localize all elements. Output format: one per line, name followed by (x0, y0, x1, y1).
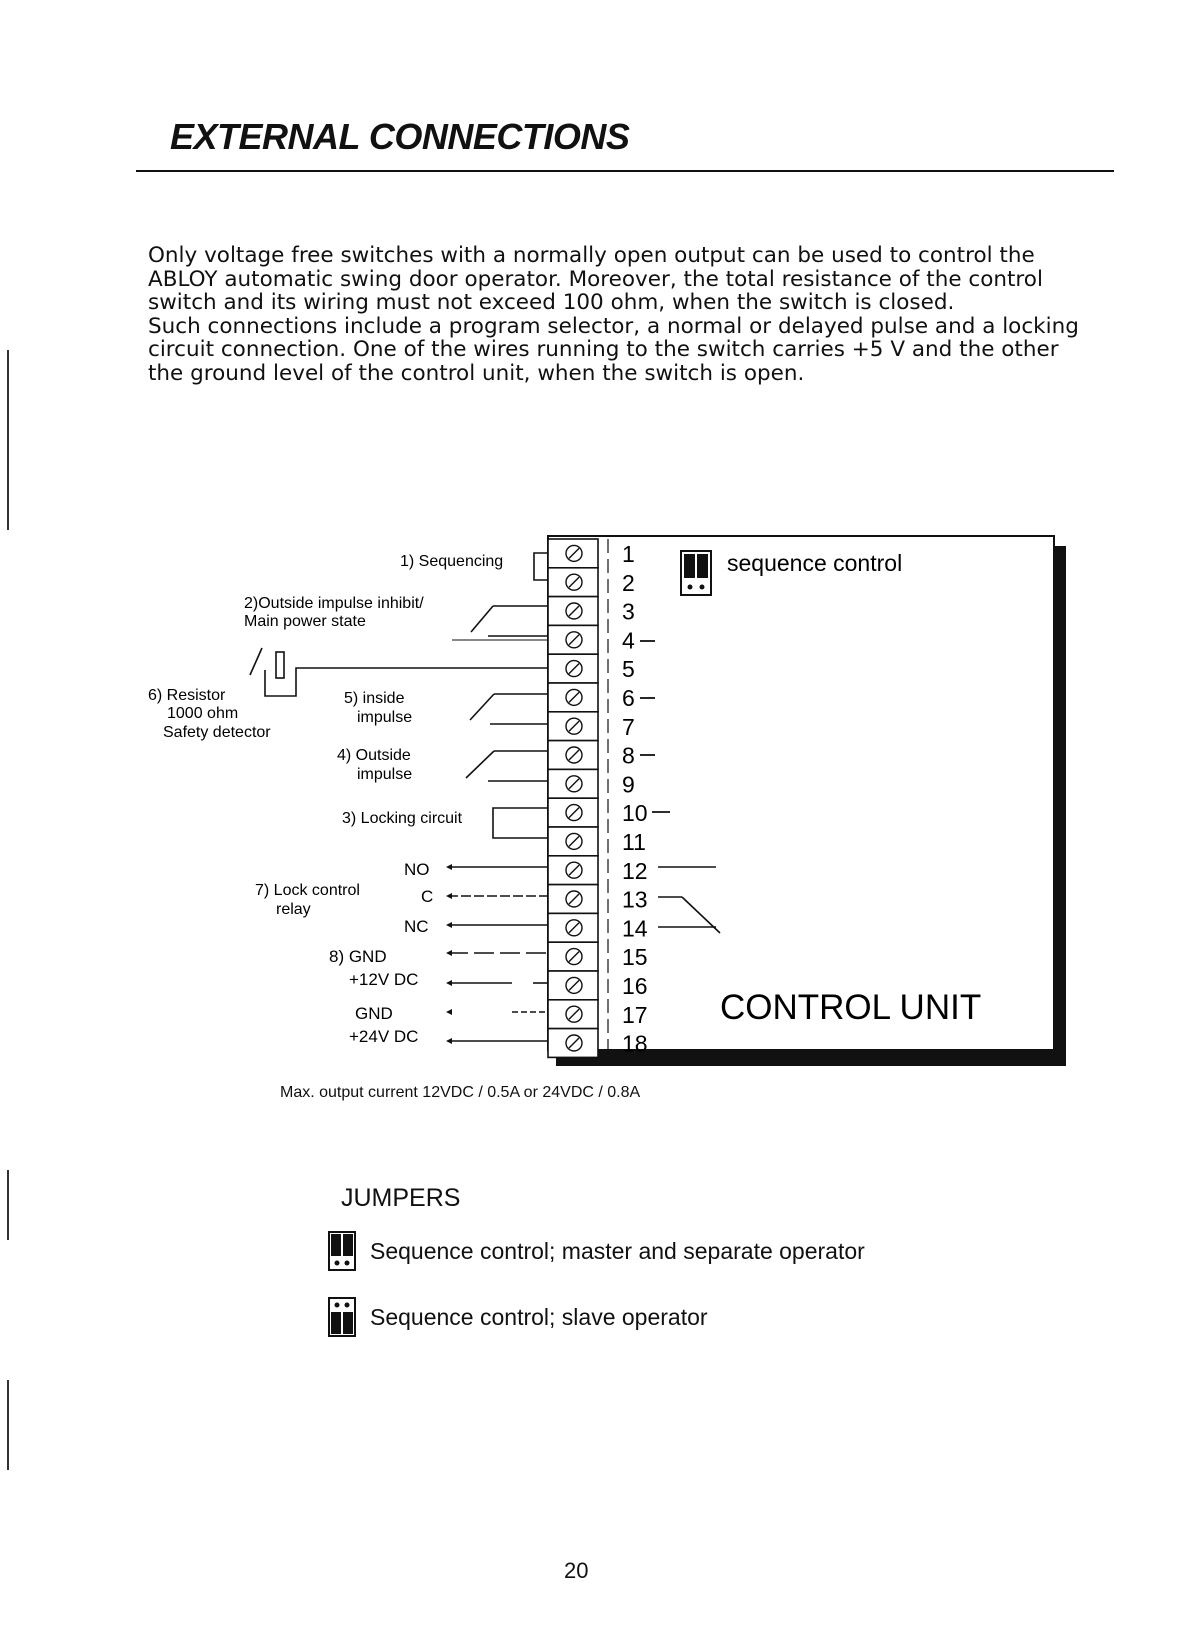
terminal-cell (548, 769, 598, 798)
scan-margin-mark (7, 1380, 9, 1470)
power-wires (448, 953, 548, 1041)
relay-nc-label: NC (404, 917, 429, 936)
max-output-note: Max. output current 12VDC / 0.5A or 24VDC / 0.8A (280, 1084, 641, 1101)
sequencing-wire (534, 553, 548, 580)
page-title: EXTERNAL CONNECTIONS (170, 116, 630, 157)
intro-paragraph-2: Such connections include a program selector, a normal or delayed pulse and a locking circuit connection. One of the wires running to the switch carries +5 V and the other the ground level of the control unit, when the switch is open. (148, 313, 1079, 386)
terminal-number: 6 (622, 685, 635, 711)
terminal-cell (548, 625, 598, 654)
intro-paragraph-1: Only voltage free switches with a normally open output can be used to control the ABLOY automatic swing door operator. Moreover, the total resistance of the control switch and its wiring must not exceed 100 ohm, when the switch is closed. (148, 243, 1043, 315)
terminal-cell (548, 798, 598, 827)
inside-impulse-label-1: 5) inside (344, 690, 405, 707)
terminal-cell (548, 683, 598, 712)
sequence-control-label: sequence control (727, 550, 903, 576)
outside-impulse-label-1: 4) Outside (337, 747, 411, 764)
terminal-cell (548, 539, 598, 568)
terminal-number: 9 (622, 771, 635, 798)
terminal-number: 18 (622, 1030, 648, 1057)
terminal-number: 5 (622, 656, 635, 683)
relay-no-label: NO (404, 860, 430, 879)
terminal-number: 7 (622, 713, 635, 740)
outside-impulse-wire (466, 751, 548, 781)
relay-c-label: C (421, 887, 434, 906)
terminal-cell (548, 654, 598, 683)
terminal-cell (548, 568, 598, 597)
terminal-number: 10 (622, 800, 648, 827)
terminal-cell (548, 885, 598, 914)
terminal-cell (548, 942, 598, 971)
v24-label: +24V DC (349, 1027, 419, 1046)
terminal-cell (548, 827, 598, 856)
page-number: 20 (564, 1558, 589, 1583)
impulse-inhibit-label-2: Main power state (244, 613, 366, 630)
lock-relay-wires (448, 867, 548, 925)
lock-relay-arrowheads (446, 864, 452, 928)
impulse-inhibit-label-1: 2)Outside impulse inhibit/ (244, 595, 424, 612)
terminal-cell (548, 712, 598, 741)
terminal-number: 3 (622, 598, 635, 625)
jumper-master-icon (328, 1231, 356, 1271)
lock-relay-label-2: relay (276, 901, 311, 918)
impulse-inhibit-wire (452, 606, 548, 640)
terminal-cell (548, 856, 598, 885)
terminal-number: 8 (622, 742, 635, 769)
terminal-number: 4 (622, 627, 635, 654)
lock-relay-label-1: 7) Lock control (255, 882, 360, 899)
terminal-cell (548, 597, 598, 626)
resistor-label-1: 6) Resistor (148, 687, 226, 704)
terminal-number: 16 (622, 973, 648, 999)
jumper-slave-label: Sequence control; slave operator (370, 1303, 708, 1330)
v12-label: +12V DC (349, 970, 419, 989)
scan-margin-mark (7, 1170, 9, 1240)
locking-circuit-label: 3) Locking circuit (342, 810, 463, 827)
resistor-symbol (250, 648, 548, 696)
gnd8-label: 8) GND (329, 947, 387, 966)
terminal-number: 15 (622, 944, 648, 971)
jumper-item-slave (328, 1297, 708, 1337)
terminal-cell (548, 913, 598, 942)
terminal-number: 13 (622, 886, 648, 913)
sequencing-label: 1) Sequencing (400, 553, 504, 570)
sequence-jumper-icon (681, 551, 711, 595)
control-unit-label: CONTROL UNIT (720, 988, 982, 1027)
gnd-label: GND (355, 1004, 393, 1023)
scan-margin-mark (7, 350, 9, 530)
terminal-cell (548, 1000, 598, 1029)
terminal-number: 11 (622, 829, 646, 855)
inside-impulse-wire (470, 694, 548, 724)
inside-impulse-label-2: impulse (357, 709, 413, 726)
terminal-number: 1 (622, 541, 635, 567)
resistor-label-2: 1000 ohm (167, 705, 239, 722)
terminal-number: 12 (622, 857, 648, 884)
jumper-slave-icon (328, 1297, 356, 1337)
power-arrowheads (446, 950, 452, 1044)
jumper-item-master (328, 1231, 865, 1271)
jumpers-title: JUMPERS (341, 1184, 461, 1212)
resistor-label-3: Safety detector (163, 724, 271, 741)
outside-impulse-label-2: impulse (357, 766, 413, 783)
terminal-number: 2 (622, 569, 635, 596)
locking-circuit-wire (493, 808, 548, 838)
terminal-cell (548, 971, 598, 1000)
terminal-cell (548, 741, 598, 770)
terminal-cell (548, 1029, 598, 1058)
terminal-number: 17 (622, 1001, 648, 1028)
terminal-number: 14 (622, 915, 648, 942)
jumper-master-label: Sequence control; master and separate operator (370, 1237, 865, 1264)
